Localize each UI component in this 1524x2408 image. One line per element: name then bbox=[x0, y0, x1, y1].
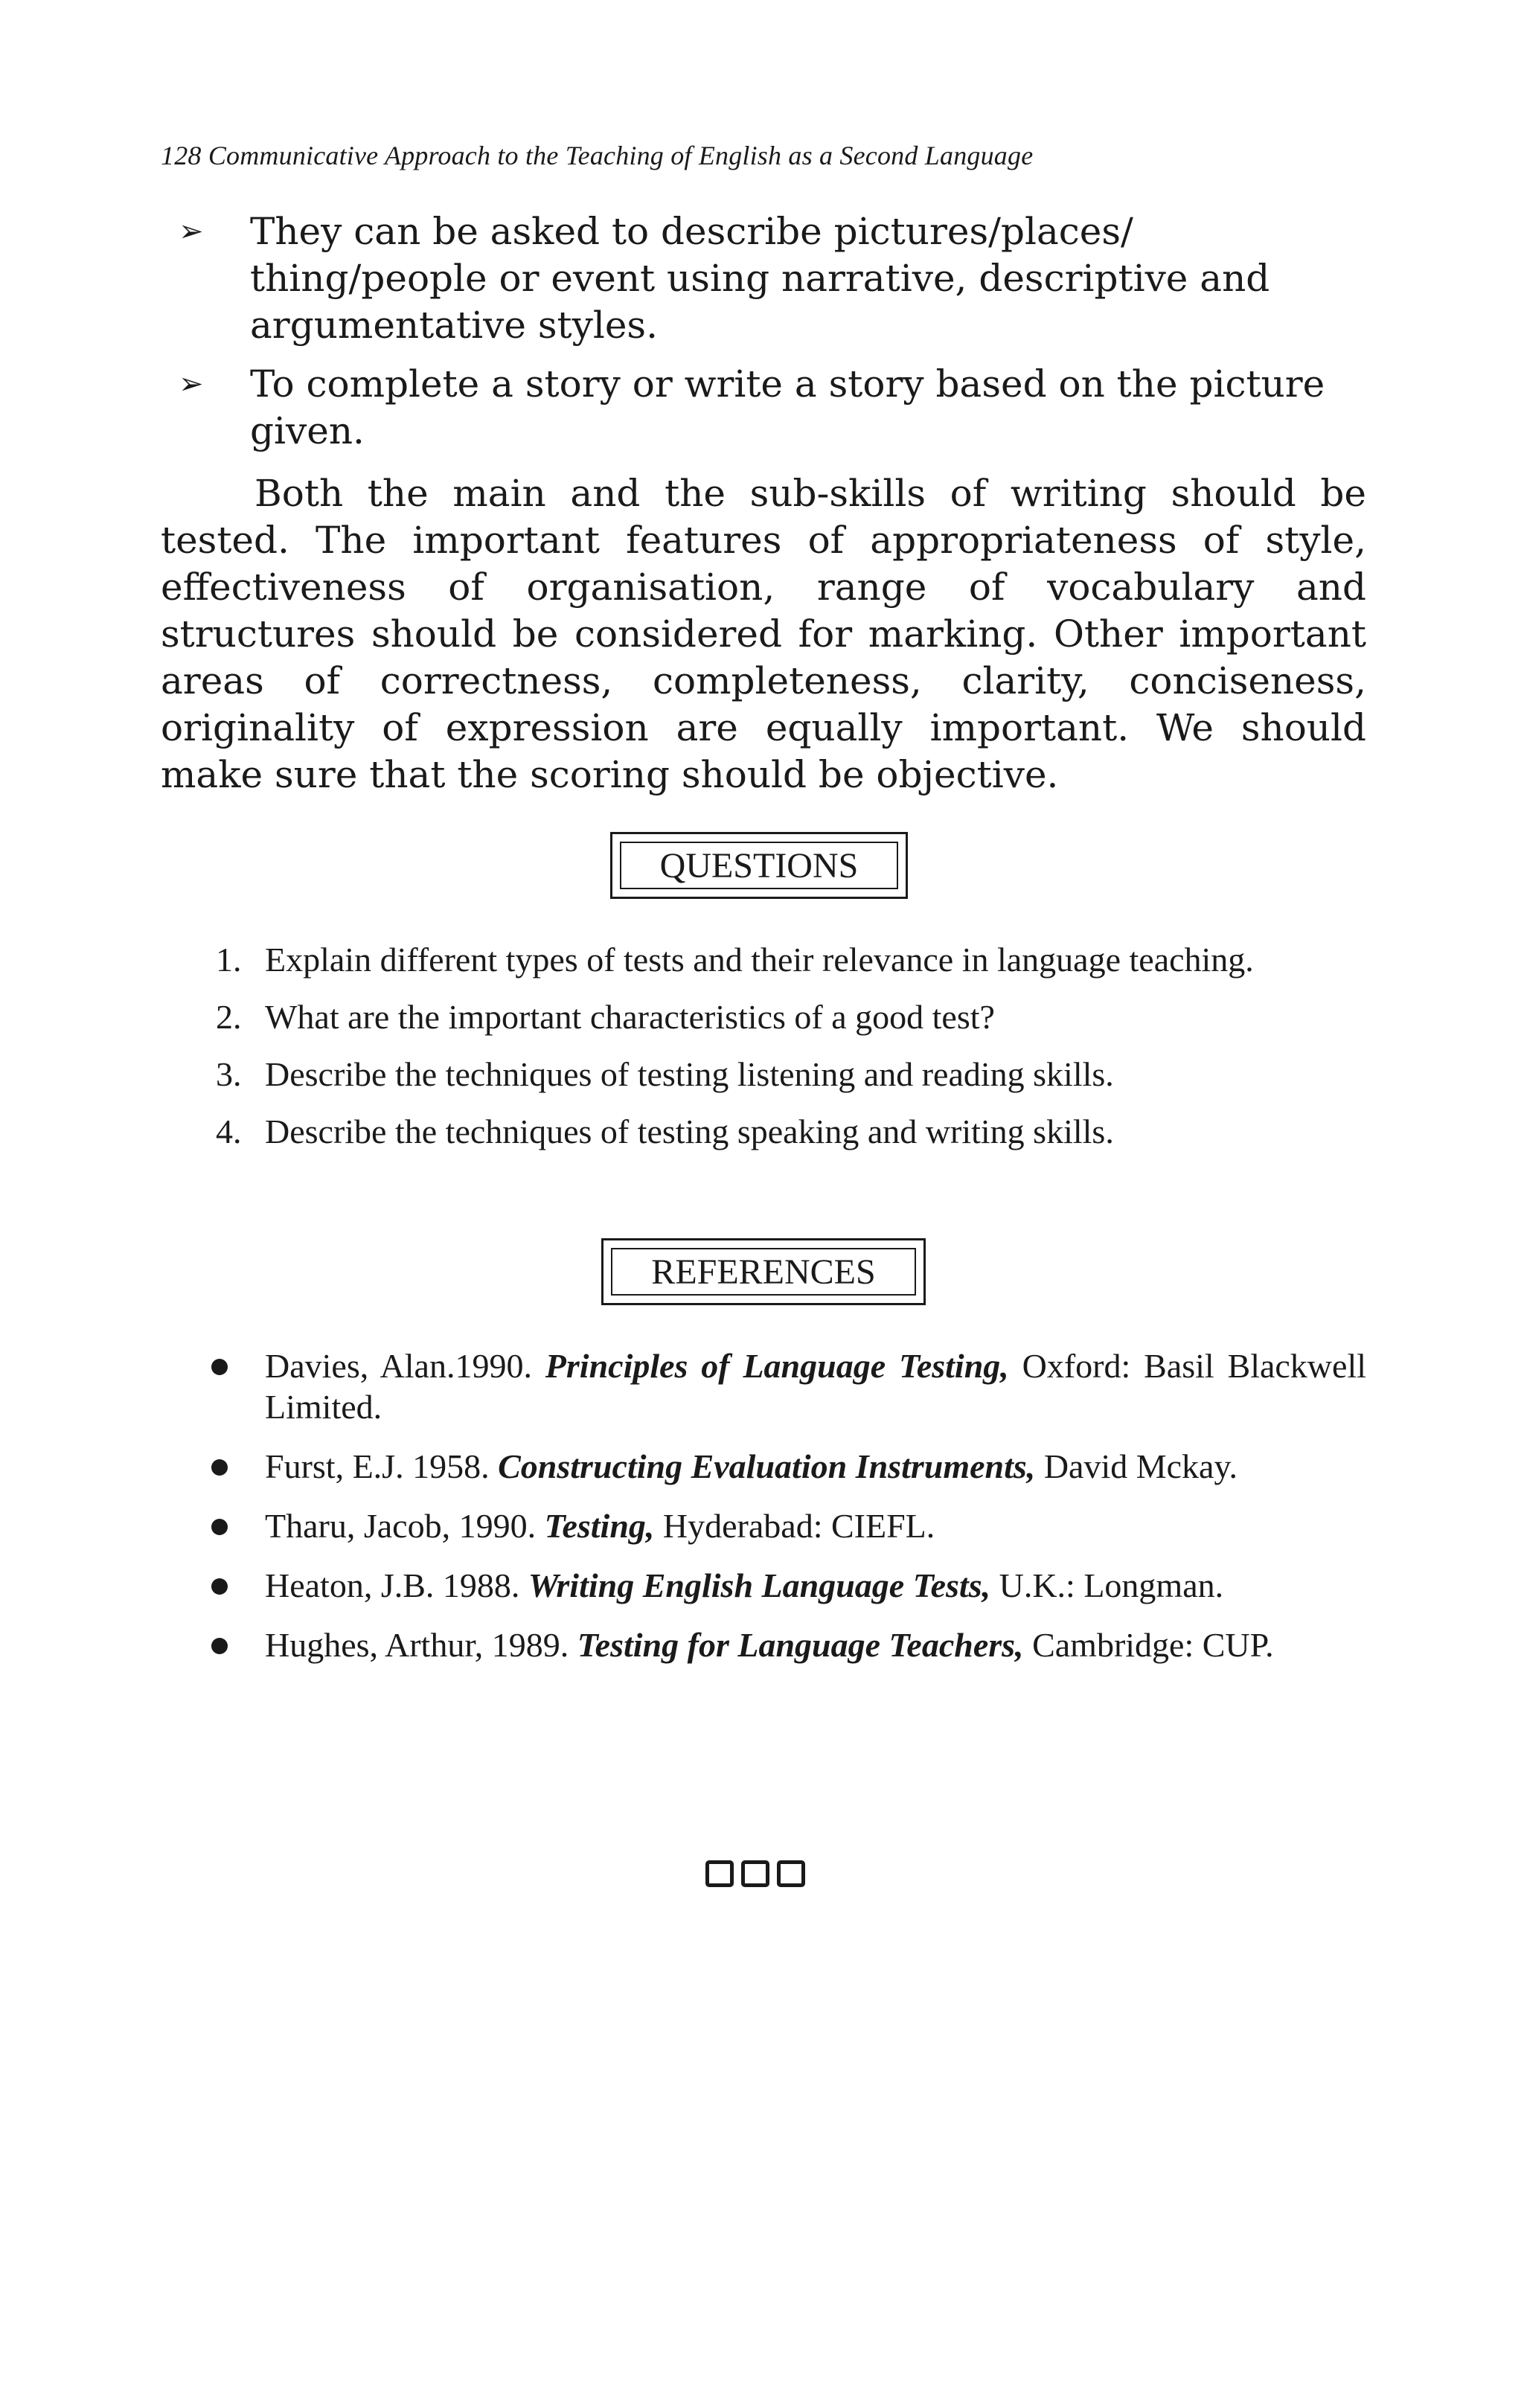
reference-item bbox=[265, 1624, 1366, 1665]
question-text: What are the important characteristics of a good test? bbox=[265, 998, 995, 1036]
reference-publisher: Oxford: Basil Blackwell Limited. bbox=[265, 1347, 1366, 1426]
bullet-dot-icon bbox=[211, 1578, 228, 1595]
square-ornament-icon bbox=[741, 1860, 769, 1887]
reference-publisher: Hyderabad: CIEFL. bbox=[662, 1507, 935, 1545]
questions-heading-frame bbox=[620, 842, 898, 889]
reference-item bbox=[265, 1505, 1366, 1546]
references-list bbox=[265, 1345, 1366, 1684]
question-item bbox=[216, 939, 1366, 980]
question-text: Describe the techniques of testing speaking and writing skills. bbox=[265, 1112, 1114, 1150]
reference-title: Constructing Evaluation Instruments, bbox=[498, 1447, 1036, 1485]
reference-publisher: Cambridge: CUP. bbox=[1032, 1626, 1274, 1664]
references-heading-frame bbox=[611, 1248, 916, 1296]
question-number: 2. bbox=[216, 998, 242, 1036]
references-heading-box bbox=[601, 1238, 926, 1305]
reference-title: Testing for Language Teachers, bbox=[577, 1626, 1024, 1664]
question-number: 3. bbox=[216, 1055, 242, 1093]
reference-item bbox=[265, 1446, 1366, 1487]
bullet-item bbox=[179, 361, 1366, 455]
chapter-end-ornament bbox=[705, 1860, 825, 1893]
question-item bbox=[216, 1054, 1366, 1095]
square-ornament-icon bbox=[777, 1860, 805, 1887]
reference-author: Tharu, Jacob, 1990. bbox=[265, 1507, 537, 1545]
questions-list bbox=[216, 939, 1366, 1168]
bullet-dot-icon bbox=[211, 1519, 228, 1535]
reference-author: Davies, Alan.1990. bbox=[265, 1347, 532, 1385]
page-number: 128 bbox=[161, 141, 202, 170]
arrow-bullet-icon: ➢ bbox=[179, 214, 204, 249]
bullet-dot-icon bbox=[211, 1359, 228, 1375]
reference-item bbox=[265, 1565, 1366, 1606]
question-item bbox=[216, 996, 1366, 1037]
questions-heading: QUESTIONS bbox=[659, 845, 859, 886]
reference-author: Furst, E.J. 1958. bbox=[265, 1447, 490, 1485]
bullet-text: They can be asked to describe pictures/places/ thing/people or event using narrative, descriptive and argumentative styles. bbox=[250, 210, 1270, 347]
question-text: Describe the techniques of testing listening and reading skills. bbox=[265, 1055, 1114, 1093]
reference-title: Testing, bbox=[544, 1507, 655, 1545]
reference-publisher: U.K.: Longman. bbox=[999, 1566, 1224, 1604]
square-ornament-icon bbox=[705, 1860, 734, 1887]
question-text: Explain different types of tests and their relevance in language teaching. bbox=[265, 941, 1254, 979]
references-heading: REFERENCES bbox=[651, 1252, 876, 1292]
reference-author: Hughes, Arthur, 1989. bbox=[265, 1626, 569, 1664]
reference-author: Heaton, J.B. 1988. bbox=[265, 1566, 520, 1604]
body-paragraph: Both the main and the sub-skills of writing should be tested. The important features of appropriateness of style, effectiveness of organisation, range of vocabulary and structures should be considered for marking. Other important areas of correctness, completeness, clarity, conciseness, originality of expression are equally important. We should make sure that the scoring should be objective. bbox=[161, 472, 1366, 796]
questions-heading-box bbox=[610, 832, 908, 899]
bullet-dot-icon bbox=[211, 1459, 228, 1476]
reference-title: Principles of Language Testing, bbox=[545, 1347, 1009, 1385]
reference-title: Writing English Language Tests, bbox=[528, 1566, 991, 1604]
bullet-text: To complete a story or write a story based on the picture given. bbox=[250, 362, 1325, 452]
running-header bbox=[161, 140, 1033, 171]
question-number: 4. bbox=[216, 1112, 242, 1150]
running-title: Communicative Approach to the Teaching of English as a Second Language bbox=[208, 141, 1034, 170]
arrow-bullet-icon: ➢ bbox=[179, 367, 204, 401]
reference-publisher: David Mckay. bbox=[1043, 1447, 1238, 1485]
question-number: 1. bbox=[216, 941, 242, 979]
bullet-list bbox=[179, 208, 1366, 467]
reference-item bbox=[265, 1345, 1366, 1427]
bullet-dot-icon bbox=[211, 1638, 228, 1654]
bullet-item bbox=[179, 208, 1366, 349]
question-item bbox=[216, 1111, 1366, 1152]
